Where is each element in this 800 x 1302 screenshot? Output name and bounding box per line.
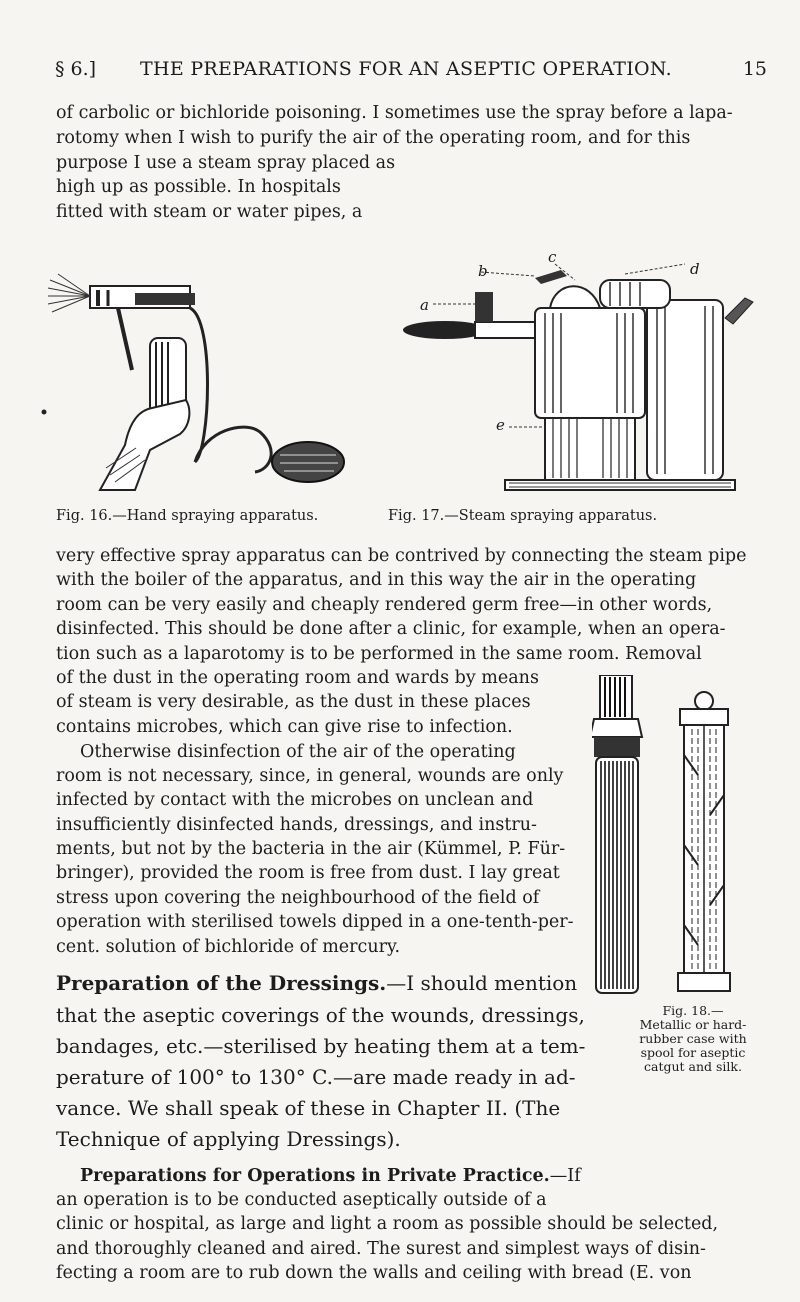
- text-line: perature of 100° to 130° C.—are made ready in ad-: [56, 1065, 576, 1089]
- fig16-caption: Fig. 16.—Hand spraying apparatus.: [56, 508, 319, 524]
- text-line: fecting a room are to rub down the walls and ceiling with bread (E. von: [56, 1263, 692, 1283]
- text-line: of steam is very desirable, as the dust in these places: [56, 692, 531, 712]
- text-line: infected by contact with the microbes on unclean and: [56, 790, 534, 810]
- text-line: an operation is to be conducted aseptically outside of a: [56, 1190, 547, 1210]
- fig17-label-c: c: [548, 248, 557, 266]
- text-line: disinfected. This should be done after a clinic, for example, when an opera-: [56, 619, 726, 639]
- hand-spraying-apparatus-illustration: [40, 250, 350, 500]
- text-line: that the aseptic coverings of the wounds, dressings,: [56, 1003, 585, 1027]
- text-line: vance. We shall speak of these in Chapter II. (The: [56, 1096, 561, 1120]
- text-line: room is not necessary, since, in general, wounds are only: [56, 766, 564, 786]
- dressings-first-line: [56, 968, 577, 998]
- catgut-case-illustration: [592, 675, 750, 1005]
- section-heading-dressings: Preparation of the Dressings.: [56, 971, 387, 995]
- private-practice-first-line: [80, 1164, 581, 1188]
- text-line: cent. solution of bichloride of mercury.: [56, 937, 401, 957]
- text-line: bandages, etc.—sterilised by heating them at a tem-: [56, 1034, 586, 1058]
- text-line: rotomy when I wish to purify the air of the operating room, and for this: [56, 128, 691, 148]
- text-span: —I should mention: [386, 971, 578, 995]
- fig17-label-b: b: [478, 262, 488, 280]
- text-line: operation with sterilised towels dipped in a one-tenth-per-: [56, 912, 574, 932]
- text-line: high up as possible. In hospitals: [56, 177, 341, 197]
- text-line: of the dust in the operating room and wards by means: [56, 668, 539, 688]
- page-number: 15: [742, 58, 767, 80]
- fig18-caption: Fig. 18.—Metallic or hard-rubber case with spool for aseptic catgut and silk.: [639, 1003, 747, 1074]
- text-line: ments, but not by the bacteria in the air (Kümmel, P. Für-: [56, 839, 566, 859]
- text-line: clinic or hospital, as large and light a room as possible should be selected,: [56, 1214, 719, 1234]
- text-line: bringer), provided the room is free from dust. I lay great: [56, 863, 560, 883]
- fig17-label-a: a: [420, 296, 429, 314]
- fig17-label-d: d: [690, 260, 700, 278]
- section-number: § 6.]: [55, 58, 97, 80]
- text-line: contains microbes, which can give rise to infection.: [56, 717, 513, 737]
- steam-spraying-apparatus-illustration: [385, 258, 765, 498]
- text-line: Technique of applying Dressings).: [56, 1127, 401, 1151]
- text-line: purpose I use a steam spray placed as: [56, 153, 396, 173]
- text-line: stress upon covering the neighbourhood of the field of: [56, 888, 540, 908]
- fig17-label-e: e: [496, 416, 505, 434]
- text-line: Otherwise disinfection of the air of the operating: [80, 742, 516, 762]
- running-title: THE PREPARATIONS FOR AN ASEPTIC OPERATION.: [140, 58, 672, 80]
- text-span: —If: [549, 1166, 581, 1186]
- fig17-caption: Fig. 17.—Steam spraying apparatus.: [388, 508, 658, 524]
- text-line: room can be very easily and cheaply rendered germ free—in other words,: [56, 595, 713, 615]
- text-line: fitted with steam or water pipes, a: [56, 202, 363, 222]
- text-line: insufficiently disinfected hands, dressings, and instru-: [56, 815, 537, 835]
- text-line: and thoroughly cleaned and aired. The surest and simplest ways of disin-: [56, 1239, 706, 1259]
- section-heading-private-practice: Preparations for Operations in Private Practice.: [80, 1166, 550, 1186]
- text-line: tion such as a laparotomy is to be performed in the same room. Removal: [56, 644, 702, 664]
- running-header: [55, 58, 767, 88]
- text-line: of carbolic or bichloride poisoning. I sometimes use the spray before a lapa-: [56, 103, 733, 123]
- text-line: very effective spray apparatus can be contrived by connecting the steam pipe: [56, 546, 747, 566]
- text-line: with the boiler of the apparatus, and in this way the air in the operating: [56, 570, 697, 590]
